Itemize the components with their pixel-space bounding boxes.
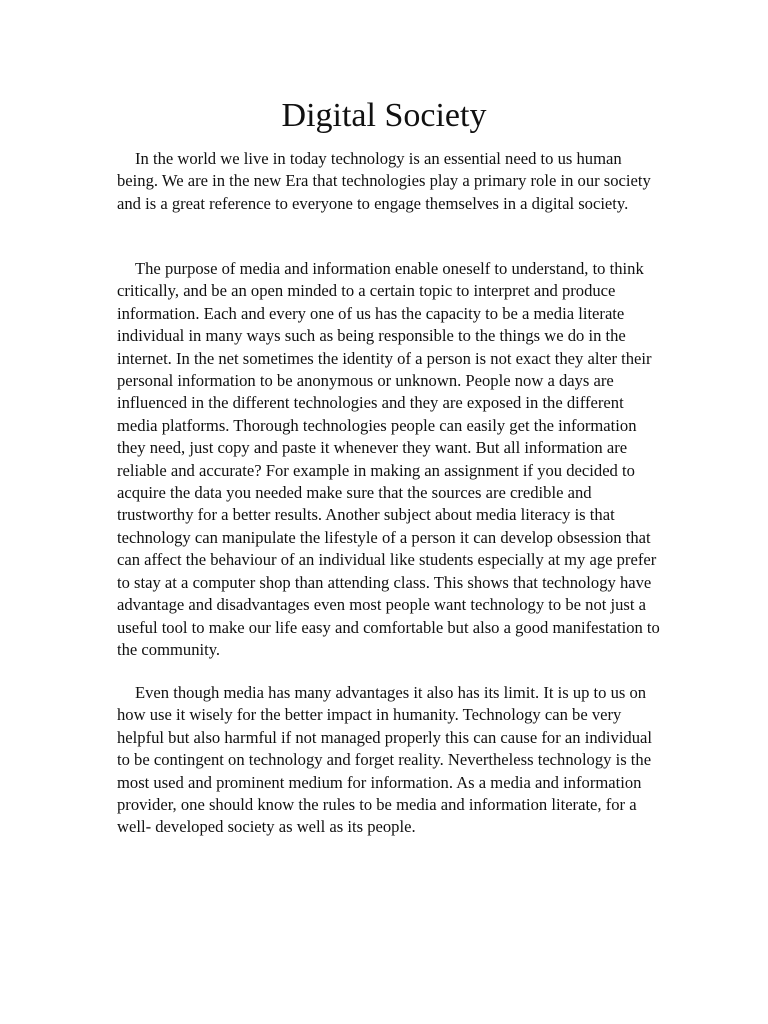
- paragraph-3: Even though media has many advantages it also has its limit. It is up to us on how use it wisely for the better impact in humanity. Technology can be very helpful but also harmful if not managed properly this can cause for an individual to be contingent on technology and forget reality. Nevertheless technology is the most used and prominent medium for information. As a media and information provider, one should know the rules to be media and information literate, for a well- developed society as well as its people.: [117, 683, 652, 837]
- paragraph-1: In the world we live in today technology is an essential need to us human being. We are in the new Era that technologies play a primary role in our society and is a great reference to everyone to engage themselves in a digital society.: [117, 149, 651, 213]
- paragraph-2: The purpose of media and information enable oneself to understand, to think critically, and be an open minded to a certain topic to interpret and produce information. Each and every one of us has the capacity to be a media literate individual in many ways such as being responsible to the things we do in the internet. In the net sometimes the identity of a person is not exact they alter their personal information to be anonymous or unknown. People now a days are influenced in the different technologies and they are exposed in the different media platforms. Thorough technologies people can easily get the information they need, just copy and paste it whenever they want. But all information are reliable and accurate? For example in making an assignment if you decided to acquire the data you needed make sure that the sources are credible and trustworthy for a better results. Another subject about media literacy is that technology can manipulate the lifestyle of a person it can develop obsession that can affect the behaviour of an individual like students especially at my age prefer to stay at a computer shop than attending class. This shows that technology have advantage and disadvantages even most people want technology to be not just a useful tool to make our life easy and comfortable but also a good manifestation to the community.: [117, 259, 660, 659]
- document-title: Digital Society: [281, 97, 487, 134]
